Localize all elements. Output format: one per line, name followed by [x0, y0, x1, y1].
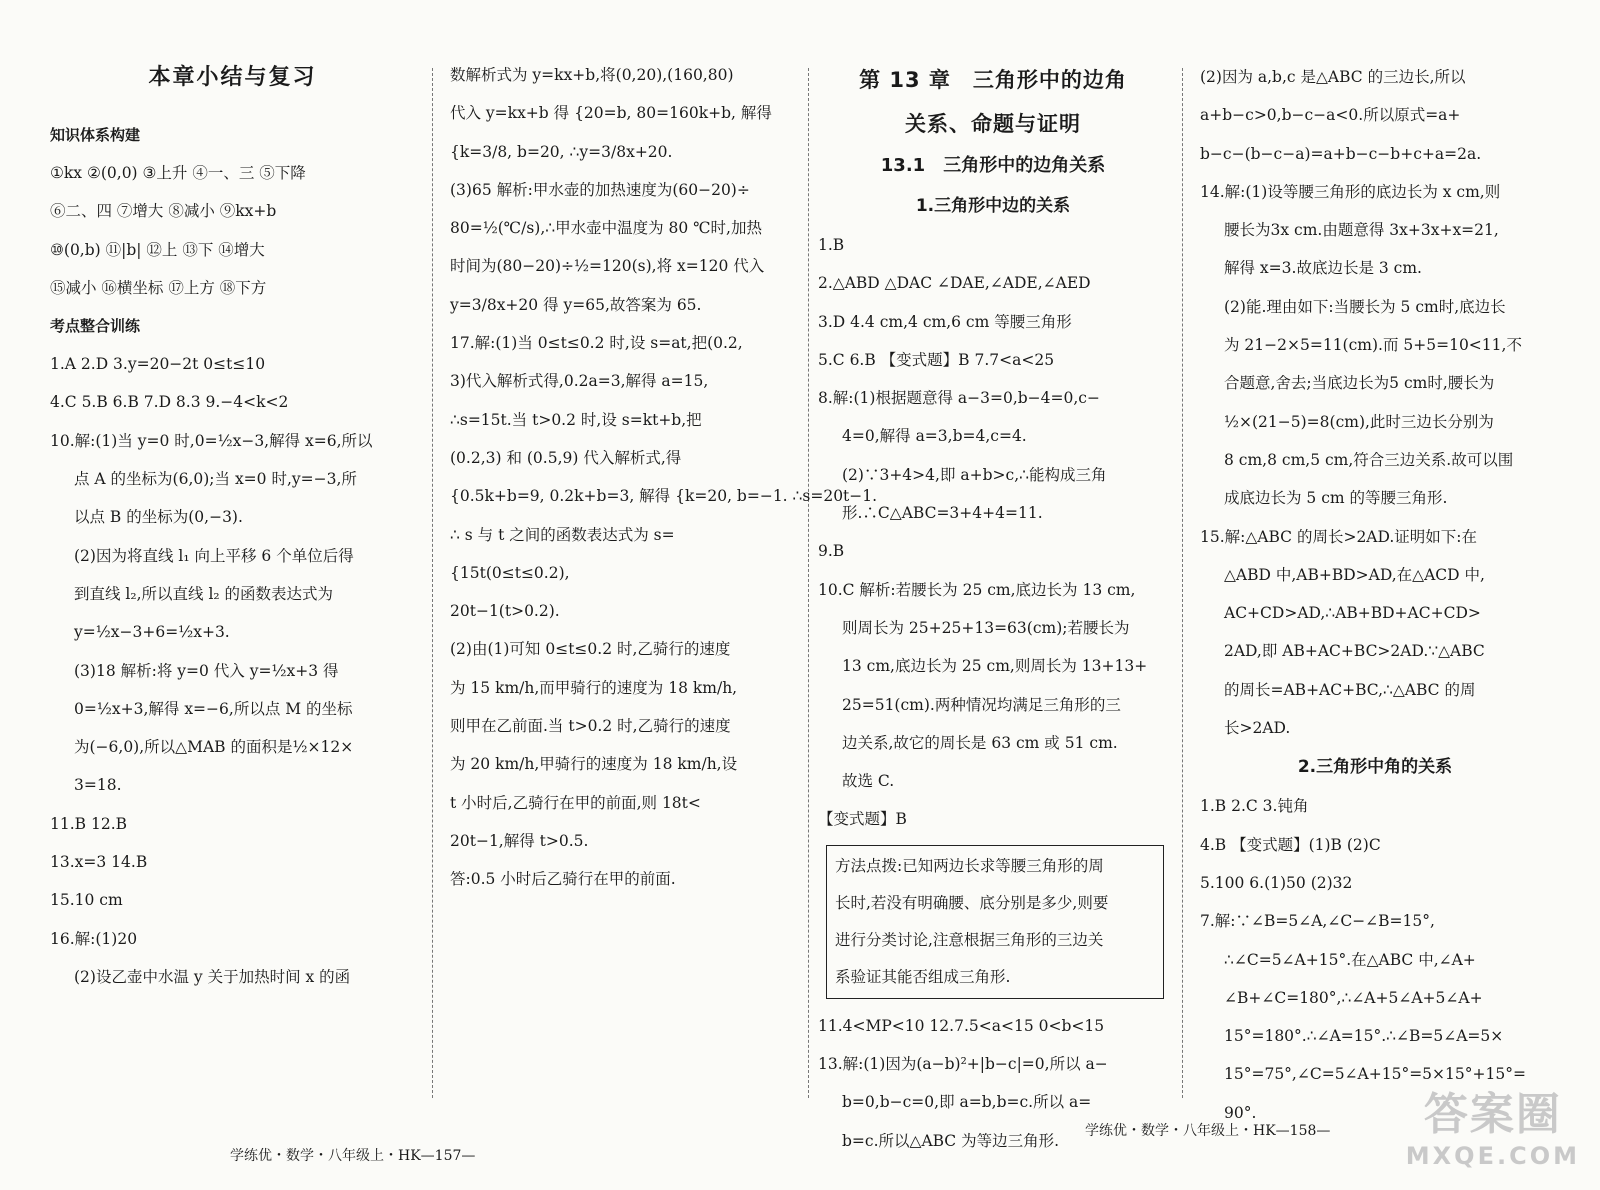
text-line: (3)65 解析:甲水壶的加热速度为(60−20)÷ — [450, 180, 750, 199]
text-line: y=½x−3+6=½x+3. — [74, 623, 230, 642]
text-line: 7.解:∵∠B=5∠A,∠C−∠B=15°, — [1200, 912, 1435, 931]
text-line: ∴∠C=5∠A+15°.在△ABC 中,∠A+ — [1224, 950, 1476, 969]
text-line: 8 cm,8 cm,5 cm,符合三边关系.故可以围 — [1224, 450, 1514, 469]
text-line: 4=0,解得 a=3,b=4,c=4. — [842, 427, 1027, 446]
text-line: 25=51(cm).两种情况均满足三角形的三 — [842, 695, 1121, 714]
method-tip-box — [826, 845, 1164, 999]
text-line: y=3/8x+20 得 y=65,故答案为 65. — [450, 295, 702, 314]
section-heading-training: 考点整合训练 — [50, 317, 141, 336]
text-line: 0=½x+3,解得 x=−6,所以点 M 的坐标 — [74, 699, 353, 718]
text-line: 4.C 5.B 6.B 7.D 8.3 9.−4<k<2 — [50, 393, 289, 412]
text-line: 故选 C. — [842, 772, 895, 791]
text-line: (3)18 解析:将 y=0 代入 y=½x+3 得 — [74, 661, 339, 680]
text-line: ⑥二、四 ⑦增大 ⑧减小 ⑨kx+b — [50, 202, 277, 221]
text-line: 15°=75°,∠C=5∠A+15°=5×15°+15°= — [1224, 1065, 1526, 1084]
text-line: 15.10 cm — [50, 891, 123, 910]
text-line: 5.C 6.B 【变式题】B 7.7<a<25 — [818, 350, 1055, 369]
text-line: 【变式题】B — [818, 810, 907, 829]
text-line: (2)由(1)可知 0≤t≤0.2 时,乙骑行的速度 — [450, 640, 731, 659]
text-line: (2)∵3+4>4,即 a+b>c,∴能构成三角 — [842, 465, 1107, 484]
text-line: 1.A 2.D 3.y=20−2t 0≤t≤10 — [50, 355, 266, 374]
text-line: 合题意,舍去;当底边长为5 cm时,腰长为 — [1224, 374, 1495, 393]
text-line: 13.解:(1)因为(a−b)²+|b−c|=0,所以 a− — [818, 1055, 1108, 1074]
text-line: b=0,b−c=0,即 a=b,b=c.所以 a= — [842, 1093, 1092, 1112]
watermark — [1406, 1078, 1580, 1170]
text-line: ∴ s 与 t 之间的函数表达式为 s= — [450, 525, 675, 544]
text-line: 时间为(80−20)÷½=120(s),将 x=120 代入 — [450, 257, 765, 276]
text-line: 20t−1(t>0.2). — [450, 602, 560, 621]
text-line: ①kx ②(0,0) ③上升 ④一、三 ⑤下降 — [50, 164, 306, 182]
text-line: {15t(0≤t≤0.2), — [450, 563, 570, 582]
text-line: 代入 y=kx+b 得 {20=b, 80=160k+b, 解得 — [450, 104, 772, 123]
text-line: a+b−c>0,b−c−a<0.所以原式=a+ — [1200, 106, 1461, 125]
text-line: 4.B 【变式题】(1)B (2)C — [1200, 835, 1381, 854]
text-line: 到直线 l₂,所以直线 l₂ 的函数表达式为 — [74, 584, 334, 603]
tip-line: 长时,若没有明确腰、底分别是多少,则要 — [835, 893, 1109, 912]
text-line: 为 15 km/h,而甲骑行的速度为 18 km/h, — [450, 678, 738, 697]
text-line: 1.B 2.C 3.钝角 — [1200, 797, 1309, 816]
column-divider-1 — [432, 68, 433, 1098]
text-line: 2.△ABD △DAC ∠DAE,∠ADE,∠AED — [818, 274, 1091, 293]
text-line: 11.4<MP<10 12.7.5<a<15 0<b<15 — [818, 1016, 1105, 1035]
text-line: 1.B — [818, 236, 845, 254]
text-line: AC+CD>AD,∴AB+BD+AC+CD> — [1224, 604, 1481, 623]
page-footer-left: 学练优・数学・八年级上・HK—157— — [230, 1148, 476, 1164]
text-line: 15°=180°.∴∠A=15°.∴∠B=5∠A=5× — [1224, 1027, 1504, 1046]
part-title: 1.三角形中边的关系 — [915, 196, 1071, 216]
column-1 — [50, 40, 415, 996]
tip-line: 系验证其能否组成三角形. — [835, 967, 1011, 986]
column-divider-3 — [1182, 68, 1183, 1098]
page-footer-right: 学练优・数学・八年级上・HK—158— — [1085, 1123, 1331, 1139]
chapter-summary-title: 本章小结与复习 — [148, 65, 317, 90]
text-line: 为(−6,0),所以△MAB 的面积是½×12× — [74, 738, 354, 757]
text-line: 数解析式为 y=kx+b,将(0,20),(160,80) — [450, 66, 734, 84]
text-line: (2)能.理由如下:当腰长为 5 cm时,底边长 — [1224, 297, 1506, 316]
text-line: 10.C 解析:若腰长为 25 cm,底边长为 13 cm, — [818, 580, 1136, 599]
text-line: 答:0.5 小时后乙骑行在甲的前面. — [450, 870, 676, 889]
text-line: 长>2AD. — [1224, 719, 1291, 738]
text-line: 13 cm,底边长为 25 cm,则周长为 13+13+ — [842, 657, 1148, 676]
text-line: (0.2,3) 和 (0.5,9) 代入解析式,得 — [450, 448, 682, 467]
text-line: 3=18. — [74, 776, 122, 795]
chapter-title-line1: 第 13 章 三角形中的边角 — [859, 68, 1127, 92]
text-line: {k=3/8, b=20, ∴y=3/8x+20. — [450, 142, 673, 161]
watermark-logo: 答案圈 — [1423, 1089, 1562, 1140]
text-line: 8.解:(1)根据题意得 a−3=0,b−4=0,c− — [818, 389, 1100, 408]
text-line: 点 A 的坐标为(6,0);当 x=0 时,y=−3,所 — [74, 470, 357, 489]
text-line: 3)代入解析式得,0.2a=3,解得 a=15, — [450, 372, 709, 391]
text-line: 90°. — [1224, 1103, 1257, 1122]
text-line: ∠B+∠C=180°,∴∠A+5∠A+5∠A+ — [1224, 988, 1483, 1007]
text-line: ⑮减小 ⑯横坐标 ⑰上方 ⑱下方 — [50, 278, 267, 297]
text-line: 15.解:△ABC 的周长>2AD.证明如下:在 — [1200, 527, 1478, 546]
column-4 — [1200, 58, 1550, 1132]
text-line: 14.解:(1)设等腰三角形的底边长为 x cm,则 — [1200, 182, 1501, 201]
text-line: △ABD 中,AB+BD>AD,在△ACD 中, — [1224, 565, 1485, 584]
text-line: 腰长为3x cm.由题意得 3x+3x+x=21, — [1224, 221, 1499, 240]
text-line: 边关系,故它的周长是 63 cm 或 51 cm. — [842, 733, 1118, 752]
text-line: 形.∴C△ABC=3+4+4=11. — [842, 504, 1043, 523]
text-line: ∴s=15t.当 t>0.2 时,设 s=kt+b,把 — [450, 410, 702, 429]
text-line: 解得 x=3.故底边长是 3 cm. — [1224, 259, 1422, 278]
text-line: {0.5k+b=9, 0.2k+b=3, 解得 {k=20, b=−1. ∴s=20t−1. — [450, 487, 878, 506]
text-line: 17.解:(1)当 0≤t≤0.2 时,设 s=at,把(0.2, — [450, 334, 743, 353]
text-line: 则甲在乙前面.当 t>0.2 时,乙骑行的速度 — [450, 717, 731, 736]
text-line: t 小时后,乙骑行在甲的前面,则 18t< — [450, 793, 701, 812]
text-line: 10.解:(1)当 y=0 时,0=½x−3,解得 x=6,所以 — [50, 431, 373, 450]
text-line: b−c−(b−c−a)=a+b−c−b+c+a=2a. — [1200, 144, 1482, 163]
text-line: 为 20 km/h,甲骑行的速度为 18 km/h,设 — [450, 755, 738, 774]
text-line: ⑩(0,b) ⑪|b| ⑫上 ⑬下 ⑭增大 — [50, 240, 265, 259]
text-line: 13.x=3 14.B — [50, 853, 148, 872]
text-line: (2)因为 a,b,c 是△ABC 的三边长,所以 — [1200, 68, 1466, 86]
text-line: ½×(21−5)=8(cm),此时三边长分别为 — [1224, 412, 1494, 431]
text-line: 则周长为 25+25+13=63(cm);若腰长为 — [842, 618, 1130, 637]
section-heading-knowledge: 知识体系构建 — [50, 126, 141, 144]
text-line: 3.D 4.4 cm,4 cm,6 cm 等腰三角形 — [818, 312, 1072, 331]
text-line: (2)因为将直线 l₁ 向上平移 6 个单位后得 — [74, 546, 354, 565]
text-line: 11.B 12.B — [50, 814, 128, 833]
text-line: 为 21−2×5=11(cm).而 5+5=10<11,不 — [1224, 336, 1522, 355]
column-3 — [818, 58, 1168, 1160]
text-line: 9.B — [818, 542, 845, 561]
text-line: b=c.所以△ABC 为等边三角形. — [842, 1131, 1060, 1150]
text-line: 以点 B 的坐标为(0,−3). — [74, 508, 243, 527]
section-title: 13.1 三角形中的边角关系 — [880, 155, 1106, 176]
chapter-title-line2: 关系、命题与证明 — [905, 112, 1081, 136]
text-line: 成底边长为 5 cm 的等腰三角形. — [1224, 489, 1448, 508]
column-divider-2 — [808, 68, 809, 1098]
text-line: 80=½(℃/s),∴甲水壶中温度为 80 ℃时,加热 — [450, 219, 762, 238]
text-line: (2)设乙壶中水温 y 关于加热时间 x 的函 — [74, 967, 351, 986]
text-line: 的周长=AB+AC+BC,∴△ABC 的周 — [1224, 680, 1476, 699]
text-line: 20t−1,解得 t>0.5. — [450, 831, 589, 850]
text-line: 5.100 6.(1)50 (2)32 — [1200, 873, 1353, 892]
tip-line: 进行分类讨论,注意根据三角形的三边关 — [835, 930, 1104, 949]
watermark-url: MXQE.COM — [1405, 1142, 1580, 1170]
part-title-angles: 2.三角形中角的关系 — [1297, 757, 1453, 778]
text-line: 16.解:(1)20 — [50, 929, 138, 948]
tip-line: 方法点拨:已知两边长求等腰三角形的周 — [835, 856, 1104, 875]
text-line: 2AD,即 AB+AC+BC>2AD.∵△ABC — [1224, 642, 1485, 661]
